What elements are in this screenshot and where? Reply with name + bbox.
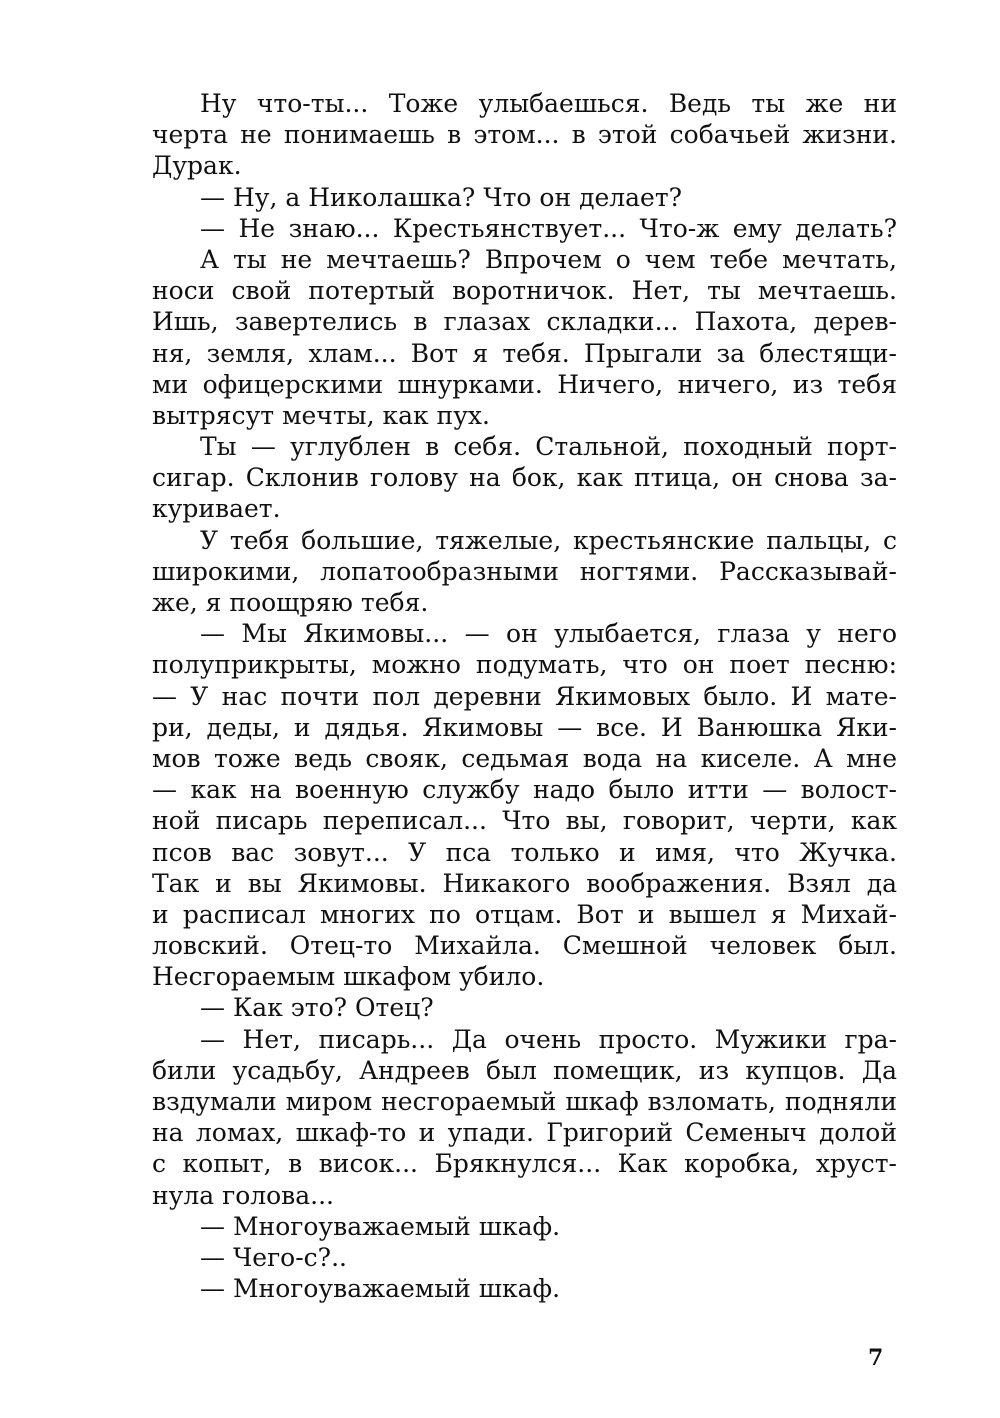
text-line: — У нас почти пол деревни Якимовых было. И мате- [152, 681, 897, 711]
text-line: — Как это? Отец? [200, 993, 434, 1023]
text-line: — как на военную службу надо было итти — волост- [152, 775, 897, 805]
text-line: полуприкрыты, можно подумать, что он поет песню: [152, 650, 897, 680]
text-line: — Многоуважаемый шкаф. [200, 1211, 561, 1241]
text-line: Несгораемым шкафом убило. [152, 962, 545, 992]
text-line: — Многоуважаемый шкаф. [200, 1274, 561, 1304]
text-line: ной писарь переписал... Что вы, говорит, черти, как [152, 806, 897, 836]
text-line: ми офицерскими шнурками. Ничего, ничего, из тебя [152, 369, 897, 399]
text-line: носи свой потертый воротничок. Нет, ты мечтаешь. [152, 276, 897, 306]
text-line: — Мы Якимовы... — он улыбается, глаза у него [200, 619, 897, 649]
text-line: — Не знаю... Крестьянствует... Что-ж ему делать? [200, 213, 897, 243]
text-line: широкими, лопатообразными ногтями. Рассказывай- [152, 556, 897, 586]
text-line: У тебя большие, тяжелые, крестьянские пальцы, с [200, 525, 897, 555]
text-line: ри, деды, и дядья. Якимовы — все. И Ванюшка Яки- [152, 712, 897, 742]
text-line: — Нет, писарь... Да очень просто. Мужики гра- [200, 1024, 897, 1054]
text-line: черта не понимаешь в этом... в этой собачьей жизни. [152, 120, 897, 150]
book-page-text [152, 88, 897, 1304]
page-number: 7 [868, 1345, 884, 1371]
text-line: с копыт, в висок... Брякнулся... Как коробка, хруст- [152, 1149, 897, 1179]
text-line: Так и вы Якимовы. Никакого воображения. Взял да [152, 868, 897, 898]
text-line: Ну что-ты... Тоже улыбаешься. Ведь ты же ни [200, 89, 897, 118]
text-line: ловский. Отец-то Михайла. Смешной человек был. [152, 931, 897, 961]
text-line: — Ну, а Николашка? Что он делает? [200, 182, 683, 212]
text-line: вытрясут мечты, как пух. [152, 400, 490, 430]
text-line: же, я поощряю тебя. [152, 588, 429, 617]
text-line: Дурак. [152, 151, 242, 181]
text-line: вздумали миром несгораемый шкаф взломать, подняли [152, 1087, 897, 1116]
text-line: били усадьбу, Андреев был помещик, из купцов. Да [152, 1055, 897, 1085]
text-line: Ишь, завертелись в глазах складки... Пахота, дерев- [152, 307, 897, 337]
text-line: нула голова... [152, 1180, 335, 1210]
text-line: сигар. Склонив голову на бок, как птица, он снова за- [152, 463, 897, 493]
text-line: Ты — углублен в себя. Стальной, походный порт- [200, 432, 897, 462]
text-line: и расписал многих по отцам. Вот и вышел я Михай- [152, 899, 897, 929]
text-line: — Чего-с?.. [200, 1242, 347, 1272]
text-line: псов вас зовут... У пса только и имя, что Жучка. [152, 837, 897, 867]
text-line: ня, земля, хлам... Вот я тебя. Прыгали за блестящи- [152, 338, 897, 368]
text-line: на ломах, шкаф-то и упади. Григорий Семеныч долой [152, 1118, 897, 1148]
text-line: мов тоже ведь свояк, седьмая вода на киселе. А мне [152, 743, 897, 773]
text-line: А ты не мечтаешь? Впрочем о чем тебе мечтать, [200, 244, 897, 274]
text-line: куривает. [152, 494, 281, 524]
